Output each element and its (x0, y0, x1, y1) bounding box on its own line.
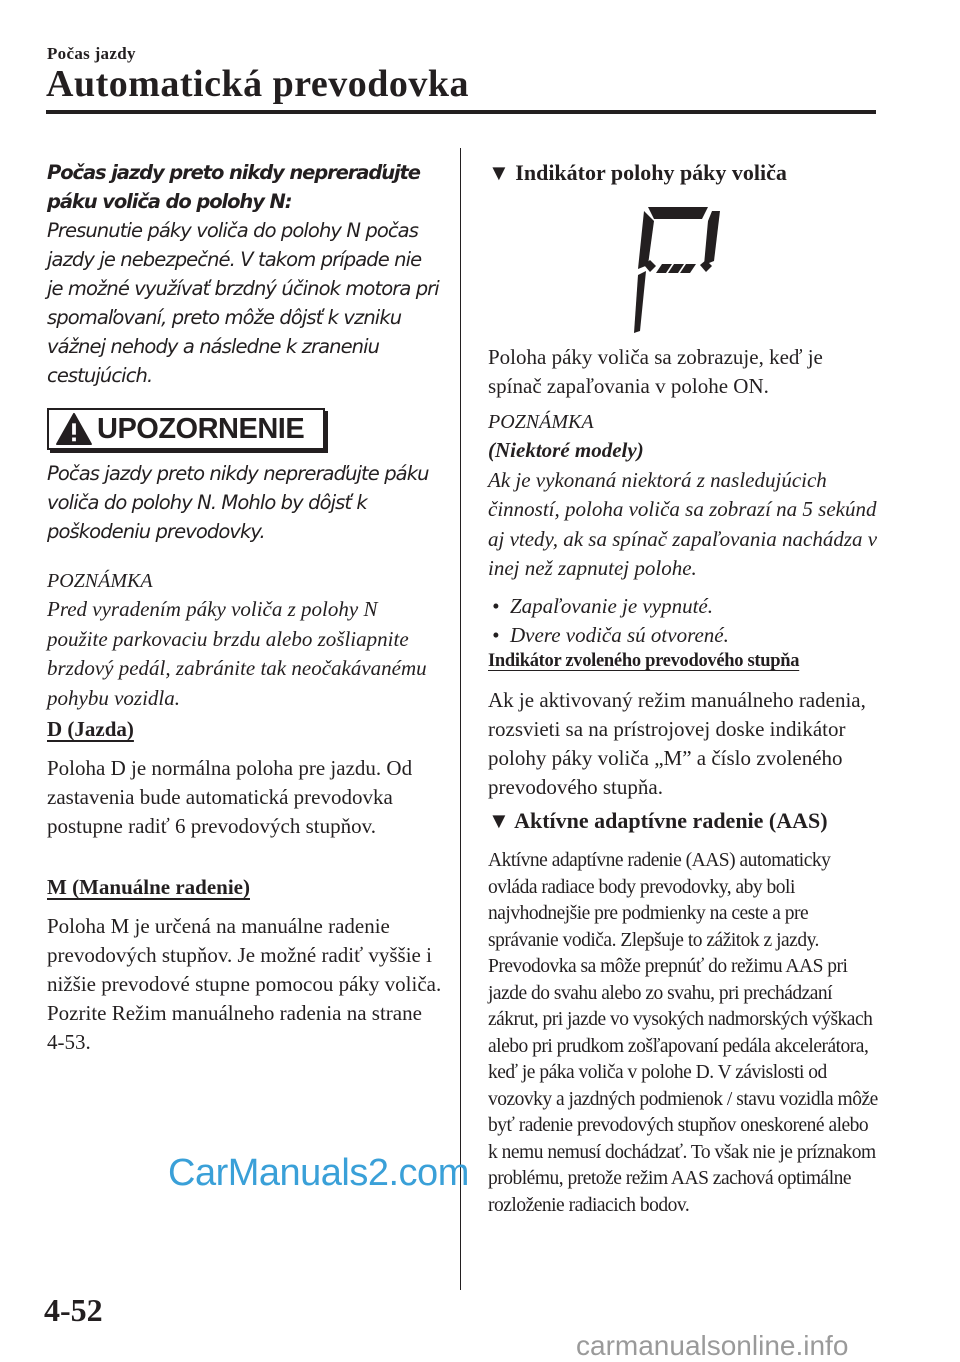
note-label-right: POZNÁMKA (488, 411, 594, 433)
m-section (47, 872, 442, 1057)
list-item: • Dvere vodiča sú otvorené. (488, 621, 878, 651)
bullet-icon: • (492, 593, 500, 618)
d-section (47, 714, 442, 841)
d-text: Poloha D je normálna poloha pre jazdu. Od zastavenia bude automatická prevodovka postupne radiť 6 prevodových stupňov. (47, 756, 413, 838)
caution-box (47, 408, 325, 450)
caution-label: UPOZORNENIE (97, 412, 305, 445)
gear-heading: Indikátor zvoleného prevodového stupňa (488, 651, 800, 671)
m-text: Poloha M je určená na manuálne radenie prevodových stupňov. Je možné radiť vyššie i nižšie prevodové stupne pomocou páky voliča. Pozrite Režim manuálneho radenia na strane 4-53. (47, 914, 442, 1054)
watermark: CarManuals2.com (168, 1152, 469, 1194)
indicator-desc (488, 343, 868, 401)
section-label: Počas jazdy (47, 44, 136, 63)
list-item: • Zapaľovanie je vypnuté. (488, 592, 878, 622)
triangle-down-icon: ▼ (488, 160, 510, 185)
note-label: POZNÁMKA (47, 570, 153, 592)
aas-section (488, 806, 880, 1219)
indicator-heading: ▼ Indikátor polohy páky voliča (488, 160, 787, 185)
title-rule (46, 110, 876, 114)
triangle-down-icon: ▼ (488, 808, 510, 833)
aas-heading: ▼ Aktívne adaptívne radenie (AAS) (488, 808, 828, 833)
page-title: Automatická prevodovka (46, 63, 470, 105)
gear-position-p-icon (634, 205, 726, 335)
left-column (47, 158, 442, 390)
indicator-text: Poloha páky voliča sa zobrazuje, keď je spínač zapaľovania v polohe ON. (488, 345, 823, 398)
gear-section (488, 646, 868, 802)
caution-text: Počas jazdy preto nikdy nepreraďujte páku voliča do polohy N. Mohlo by dôjsť k poškodeniu prevodovky. (47, 462, 429, 543)
note-text-right: Ak je vykonaná niektorá z nasledujúcich činností, poloha voliča sa zobrazí na 5 sekúnd aj vtedy, ak sa spínač zapaľovania nachádza v inej než zapnutej polohe. (488, 467, 878, 580)
column-divider (460, 148, 461, 1290)
note-text: Pred vyradením páky voliča z polohy N použite parkovaciu brzdu alebo zošliapnite brzdový pedál, zabránite tak neočakávanému pohybu vozidla. (47, 597, 427, 710)
footer-watermark: carmanualsonline.info (576, 1330, 849, 1361)
warning-heading: Počas jazdy preto nikdy nepreraďujte páku voliča do polohy N: (47, 161, 420, 213)
aas-text: Aktívne adaptívne radenie (AAS) automaticky ovláda radiace body prevodovky, aby boli najvhodnejšie pre podmienky na ceste a pre správanie vodiča. Zlepšuje to zážitok z jazdy. Prevodovka sa môže prepnúť do režimu AAS pri jazde do svahu alebo zo svahu, pri prechádzaní zákrut, pri jazde vo vysokých nadmorských výškach alebo pri prudkom zošľapovaní pedála akcelerátora, keď je páka voliča v polohe D. V závislosti od vozovky a jazdných podmienok / stavu vozidla môže byť radenie prevodových stupňov oneskorené alebo k nemu nemusí dochádzať. To však nie je príznakom problému, pretože režim AAS zachová optimálne rozloženie radiacich bodov. (488, 850, 878, 1216)
caution-section (47, 459, 442, 546)
bullet-icon: • (492, 623, 500, 647)
warning-text: Presunutie páky voliča do polohy N počas jazdy je nebezpečné. V takom prípade nie je možné využívať brzdný účinok motora pri spomaľovaní, preto môže dôjsť k vzniku vážnej nehody a následne k zraneniu cestujúcich. (47, 219, 439, 387)
note-models: (Niektoré modely) (488, 438, 644, 462)
gear-text: Ak je aktivovaný režim manuálneho radenia, rozsvieti sa na prístrojovej doske indikátor polohy páky voliča „M” a číslo zvoleného prevodového stupňa. (488, 688, 866, 799)
right-note (488, 408, 878, 651)
page-number: 4-52 (44, 1292, 103, 1328)
m-heading: M (Manuálne radenie) (47, 875, 250, 899)
warning-triangle-icon (55, 412, 93, 446)
indicator-section (488, 158, 888, 188)
left-note (47, 567, 442, 713)
d-heading: D (Jazda) (47, 717, 134, 741)
